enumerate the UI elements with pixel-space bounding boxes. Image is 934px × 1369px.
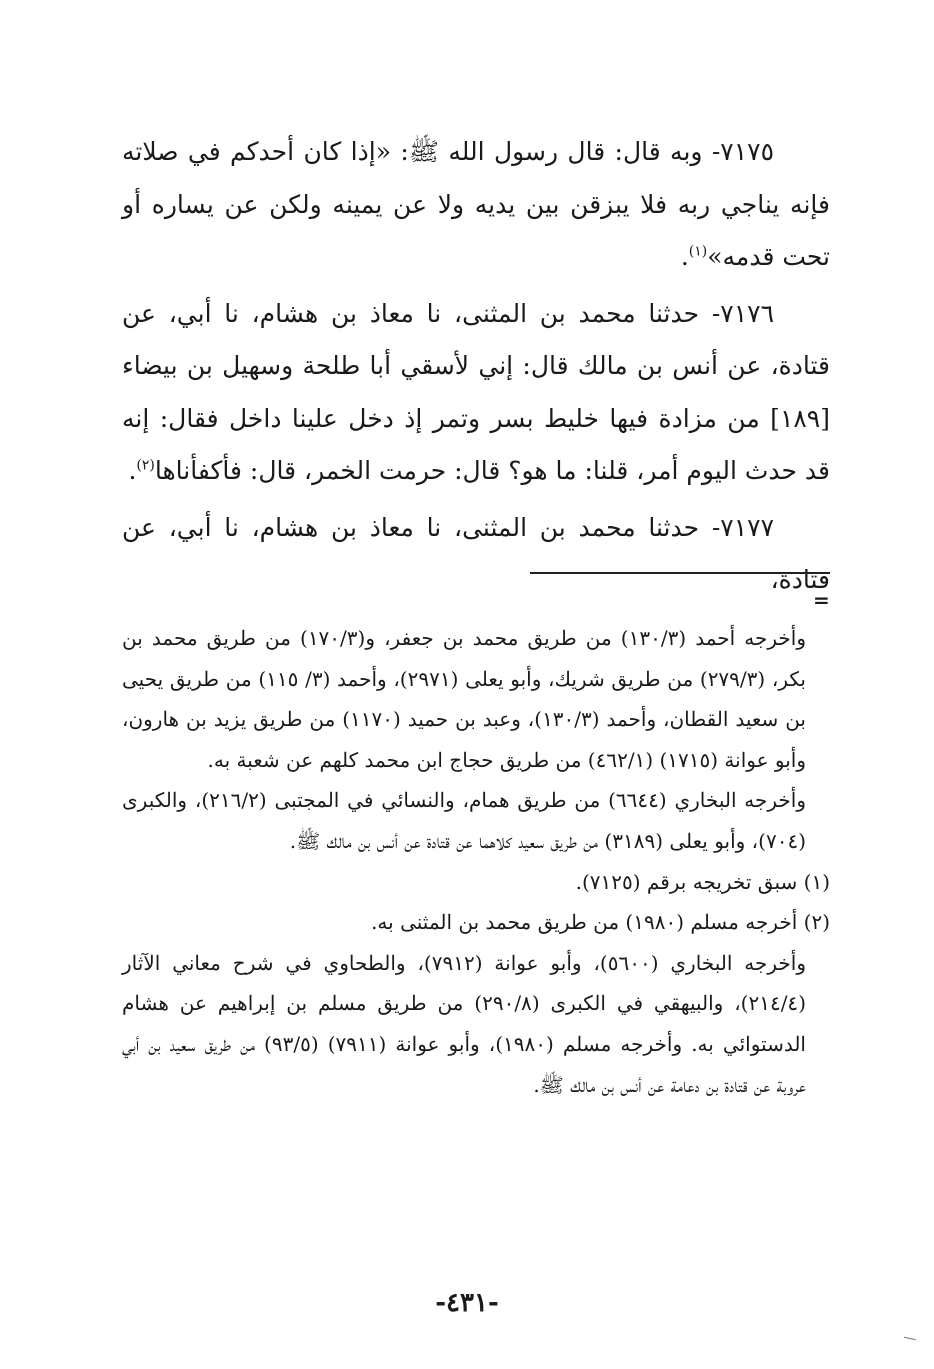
- footnote-2: (٢) أخرجه مسلم (١٩٨٠) من طريق محمد بن المثنى به.: [371, 910, 830, 935]
- footnote-continuation: وأخرجه البخاري (٦٦٤٤) من طريق همام، والنسائي في المجتبى (٢١٦/٢)، والكبرى (٧٠٤)، وأبو يعلى (٣١٨٩) من طريق سعيد كلاهما عن قتادة عن أنس بن مالك ﷺ.: [122, 788, 807, 853]
- footnotes: [122, 618, 830, 1105]
- page-number: -٤٣١-: [435, 1288, 499, 1318]
- footnote-2-detail: وأخرجه البخاري (٥٦٠٠)، وأبو عوانة (٧٩١٢)، والطحاوي في شرح معاني الآثار (٢١٤/٤)، والبيهقي في الكبرى (٢٩٠/٨) من طريق مسلم بن إبراهيم عن هشام الدستوائي به. وأخرجه مسلم (١٩٨٠)، وأبو عوانة (٧٩١١) (٩٣/٥) من طريق سعيد بن أبي عروبة عن قتادة بن دعامة عن أنس بن مالك ﷺ.: [122, 950, 807, 1097]
- footnote-ref-2[interactable]: (٢): [136, 457, 155, 474]
- footnote-separator: [530, 572, 830, 574]
- footnote-ref-1[interactable]: (١): [688, 243, 708, 260]
- hadith-text: ٧١٧٧- حدثنا محمد بن المثنى، نا معاذ بن هشام، نا أبي، عن قتادة،: [122, 512, 830, 594]
- scan-edge-mark: [904, 1337, 916, 1340]
- hadith-text: ٧١٧٦- حدثنا محمد بن المثنى، نا معاذ بن هشام، نا أبي، عن قتادة، عن أنس بن مالك قال: إني لأسقي أبا طلحة وسهيل بن بيضاء [١٨٩] من مزادة فيها خليط بسر وتمر إذ دخل علينا داخل فقال: إنه قد حدث اليوم أمر، قلنا: ما هو؟ قال: حرمت الخمر، قال: فأكفأناها: [122, 298, 830, 485]
- hadith-7177: [122, 502, 830, 607]
- hadith-7176: [122, 288, 830, 498]
- hadith-text: ٧١٧٥- وبه قال: قال رسول الله ﷺ: «إذا كان أحدكم في صلاته فإنه يناجي ربه فلا يبزقن بين يديه ولا عن يمينه ولكن عن يساره أو تحت قدمه»: [122, 137, 830, 271]
- hadith-end: .: [128, 456, 137, 485]
- main-text: [122, 126, 830, 607]
- footnote-continuation: وأخرجه أحمد (١٣٠/٣) من طريق محمد بن جعفر، و(١٧٠/٣) من طريق محمد بن بكر، (٢٧٩/٣) من طريق شريك، وأبو يعلى (٢٩٧١)، وأحمد (٣/ ١١٥) من طريق يحيى بن سعيد القطان، وأحمد (١٣٠/٣)، وعبد بن حميد (١١٧٠) من طريق يزيد بن هارون، وأبو عوانة (١٧١٥) (٤٦٢/١) من طريق حجاج ابن محمد كلهم عن شعبة به.: [122, 626, 807, 772]
- hadith-7175: [122, 126, 830, 284]
- hadith-end: .: [680, 242, 689, 271]
- continuation-mark: =: [813, 588, 830, 612]
- footnote-1: (١) سبق تخريجه برقم (٧١٢٥).: [575, 869, 830, 894]
